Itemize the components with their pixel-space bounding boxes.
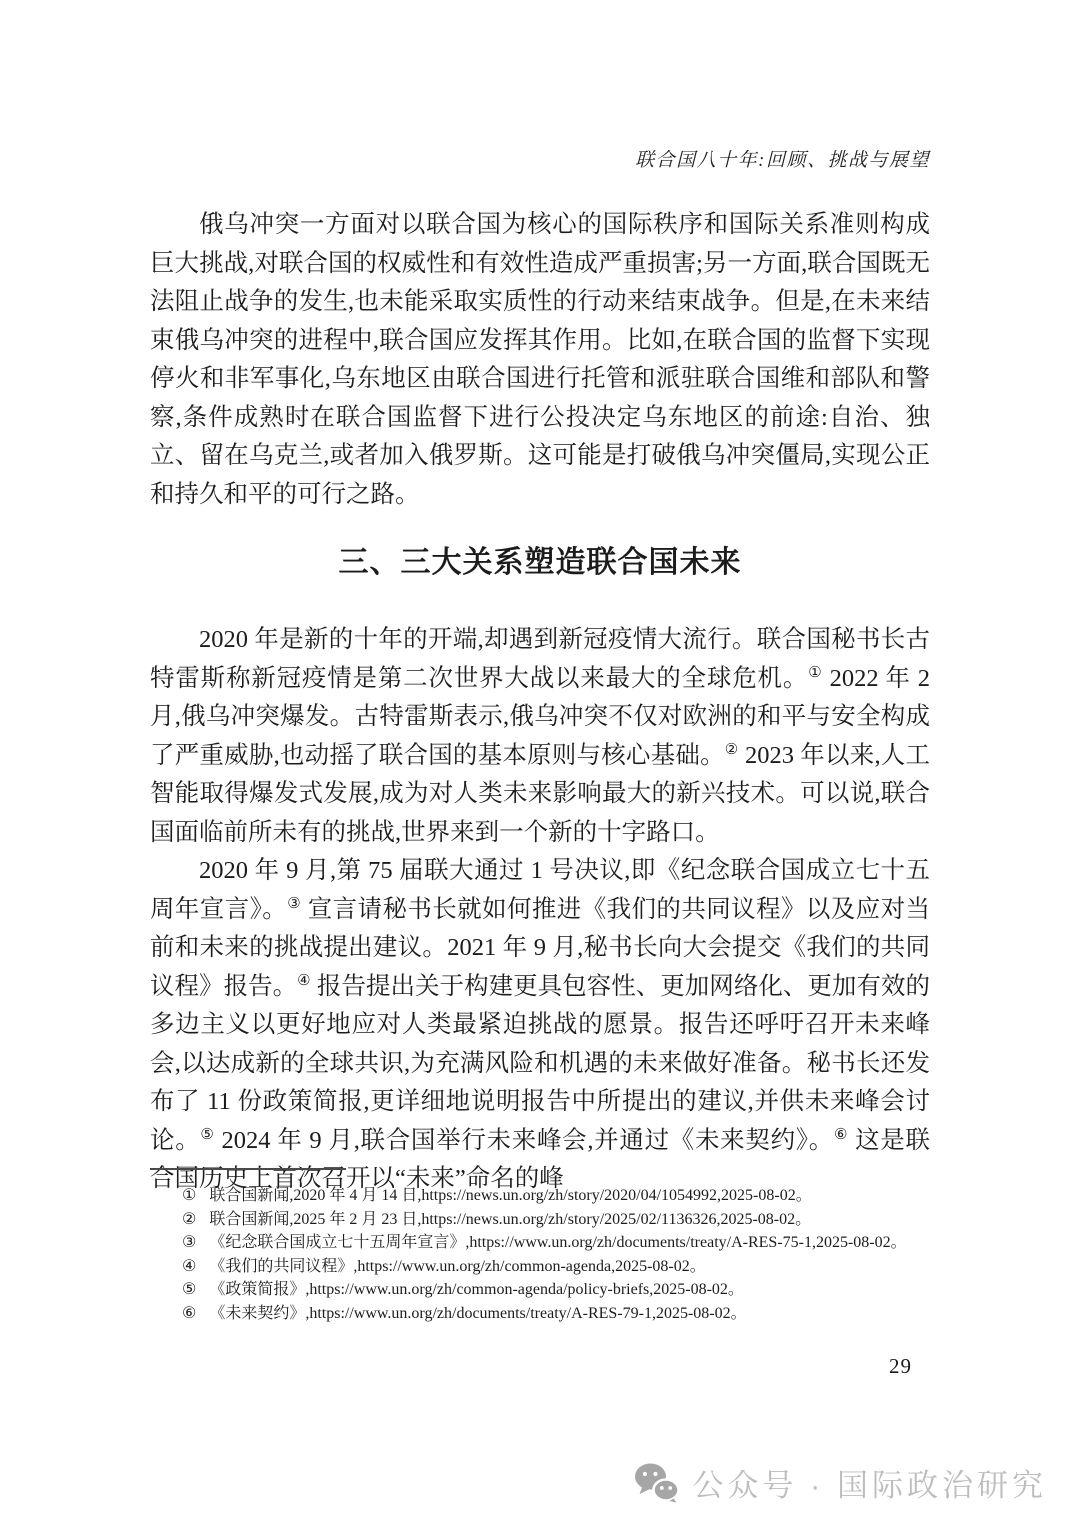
- footnote-separator-rule: [150, 1168, 346, 1170]
- footnote-marker: ④: [182, 1257, 197, 1275]
- wechat-icon: [634, 1463, 680, 1503]
- body-paragraph: [150, 206, 930, 514]
- body-paragraph: [150, 852, 930, 1199]
- footnote-marker: ⑥: [182, 1304, 197, 1322]
- text-run: 2022 年 2 月,俄乌冲突爆发。古特雷斯表示,俄乌冲突不仅对欧洲的和平与安全构成了严重威胁,也动摇了联合国的基本原则与核心基础。: [150, 664, 931, 769]
- text-run: 报告提出关于构建更具包容性、更加网络化、更加有效的多边主义以更好地应对人类最紧迫挑战的愿景。报告还呼吁召开未来峰会,以达成新的全球共识,为充满风险和机遇的未来做好准备。秘书长还发布了 11 份政策简报,更详细地说明报告中所提出的建议,并供未来峰会讨论。: [150, 972, 930, 1154]
- text-run: 这是联合国历史上首次召开以“未来”命名的峰: [150, 1126, 931, 1192]
- footnote-marker: ②: [182, 1210, 197, 1228]
- text-run: 俄乌冲突一方面对以联合国为核心的国际秩序和国际关系准则构成巨大挑战,对联合国的权威性和有效性造成严重损害;另一方面,联合国既无法阻止战争的发生,也未能采取实质性的行动来结束战争。但是,在未来结束俄乌冲突的进程中,联合国应发挥其作用。比如,在联合国的监督下实现停火和非军事化,乌东地区由联合国进行托管和派驻联合国维和部队和警察,条件成熟时在联合国监督下进行公投决定乌东地区的前途:自治、独立、留在乌克兰,或者加入俄罗斯。这可能是打破俄乌冲突僵局,实现公正和持久和平的可行之路。: [150, 211, 930, 508]
- footnote-reference: ⑥: [833, 1125, 849, 1143]
- text-run: 2020 年是新的十年的开端,却遇到新冠疫情大流行。联合国秘书长古特雷斯称新冠疫情是第二次世界大战以来最大的全球危机。: [150, 626, 930, 692]
- footnote-reference: ⑤: [200, 1125, 215, 1143]
- footnote-marker: ③: [182, 1234, 197, 1252]
- footnote-text: 《政策简报》,https://www.un.org/zh/common-agenda/policy-briefs,2025-08-02。: [209, 1281, 744, 1299]
- text-run: 三、三大关系塑造联合国未来: [338, 546, 742, 579]
- footnote-text: 联合国新闻,2020 年 4 月 14 日,https://news.un.org/zh/story/2020/04/1054992,2025-08-02。: [209, 1187, 812, 1204]
- footnote-entry: [150, 1278, 930, 1302]
- footnote-reference: ④: [297, 971, 311, 989]
- text-run: 2023 年以来,人工智能取得爆发式发展,成为对人类未来影响最大的新兴技术。可以说,联合国面临前所未有的挑战,世界来到一个新的十字路口。: [150, 741, 931, 846]
- footnote-marker: ⑤: [182, 1281, 197, 1299]
- page-number: 29: [889, 1354, 912, 1378]
- content-area: [150, 206, 930, 1199]
- footnote-text: 《纪念联合国成立七十五周年宣言》,https://www.un.org/zh/documents/treaty/A-RES-75-1,2025-08-02。: [209, 1234, 907, 1252]
- running-head: 联合国八十年:回顾、挑战与展望: [635, 150, 930, 171]
- footnote-entry: [150, 1208, 930, 1232]
- footnote-entry: [150, 1302, 930, 1326]
- footnote-entry: [150, 1231, 930, 1255]
- footnote-entry: [150, 1255, 930, 1279]
- watermark-label: 公众号 · 国际政治研究: [692, 1468, 1047, 1503]
- footnote-text: 联合国新闻,2025 年 2 月 23 日,https://news.un.org/zh/story/2025/02/1136326,2025-08-02。: [209, 1210, 812, 1228]
- footnote-marker: ①: [182, 1187, 197, 1204]
- footnotes: [150, 1184, 930, 1326]
- body-paragraph: [150, 621, 930, 852]
- watermark: [634, 1460, 1047, 1505]
- footnote-text: 《我们的共同议程》,https://www.un.org/zh/common-agenda,2025-08-02。: [209, 1257, 706, 1275]
- text-run: 2020 年 9 月,第 75 届联大通过 1 号决议,即《纪念联合国成立七十五周年宣言》。: [150, 857, 930, 923]
- section-heading: [150, 541, 930, 585]
- footnote-reference: ③: [287, 894, 302, 912]
- text-run: 宣言请秘书长就如何推进《我们的共同议程》以及应对当前和未来的挑战提出建议。2021 年 9 月,秘书长向大会提交《我们的共同议程》报告。: [150, 895, 930, 1000]
- footnote-entry: [150, 1184, 930, 1208]
- text-run: 2024 年 9 月,联合国举行未来峰会,并通过《未来契约》。: [214, 1126, 834, 1154]
- footnote-text: 《未来契约》,https://www.un.org/zh/documents/treaty/A-RES-79-1,2025-08-02。: [209, 1304, 747, 1322]
- footnote-reference: ②: [724, 740, 739, 758]
- footnote-reference: ①: [808, 663, 823, 681]
